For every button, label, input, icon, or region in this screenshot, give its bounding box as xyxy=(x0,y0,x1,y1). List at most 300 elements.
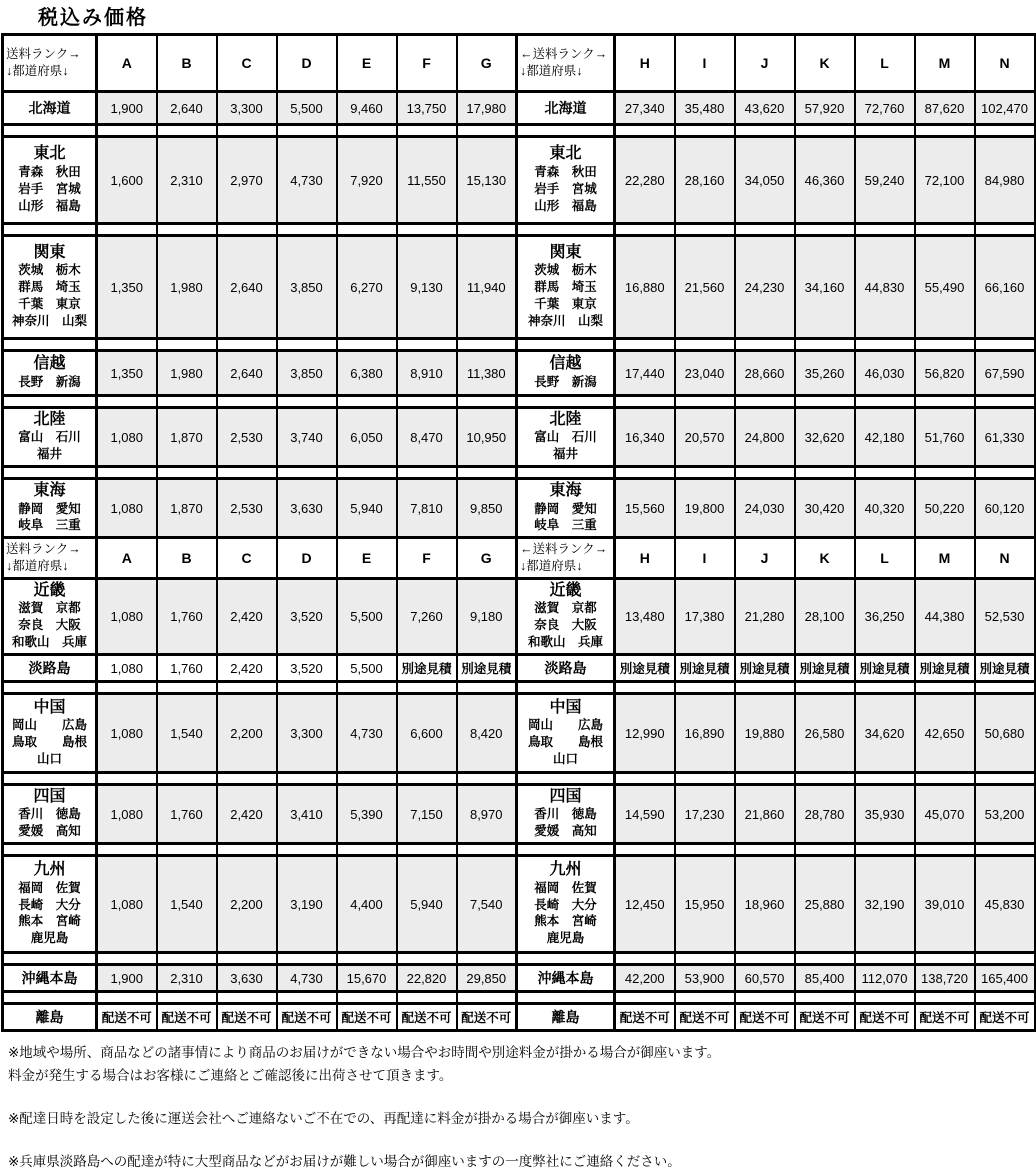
spacer-cell xyxy=(97,339,157,351)
spacer-cell xyxy=(97,953,157,965)
spacer-cell xyxy=(735,953,795,965)
spacer-cell xyxy=(735,125,795,137)
spacer-cell xyxy=(277,992,337,1004)
spacer-cell xyxy=(217,992,277,1004)
spacer-row xyxy=(3,224,1035,236)
spacer-row xyxy=(3,844,1035,856)
price-cell: 17,980 xyxy=(457,92,517,125)
prefecture-line: 静岡 愛知 xyxy=(534,501,597,516)
region-cell xyxy=(517,856,615,953)
spacer-cell xyxy=(277,125,337,137)
spacer-cell xyxy=(457,682,517,694)
spacer-cell xyxy=(337,224,397,236)
price-cell: 52,530 xyxy=(975,579,1035,655)
spacer-cell xyxy=(615,396,675,408)
prefecture-line: 福岡 佐賀 xyxy=(534,880,597,895)
spacer-cell xyxy=(397,396,457,408)
price-cell: 43,620 xyxy=(735,92,795,125)
region-cell xyxy=(517,1004,615,1031)
spacer-cell xyxy=(457,125,517,137)
region-row xyxy=(3,479,1035,538)
price-cell: 1,080 xyxy=(97,694,157,773)
prefecture-line: 福井 xyxy=(552,447,578,462)
prefecture-line: 長野 新潟 xyxy=(534,374,597,389)
region-row xyxy=(3,351,1035,396)
region-cell xyxy=(517,965,615,992)
rank-column-header: G xyxy=(457,538,517,579)
price-cell: 配送不可 xyxy=(735,1004,795,1031)
price-cell: 45,070 xyxy=(915,785,975,844)
spacer-cell xyxy=(975,773,1035,785)
spacer-cell xyxy=(3,224,97,236)
spacer-cell xyxy=(217,125,277,137)
spacer-cell xyxy=(337,773,397,785)
region-cell xyxy=(3,408,97,467)
price-cell: 57,920 xyxy=(795,92,855,125)
price-cell: 2,640 xyxy=(157,92,217,125)
price-cell: 21,280 xyxy=(735,579,795,655)
spacer-cell xyxy=(735,992,795,1004)
prefecture-line: 茨城 栃木 xyxy=(18,263,81,278)
price-cell: 別途見積 xyxy=(615,655,675,682)
rank-column-header: I xyxy=(675,35,735,92)
spacer-cell xyxy=(517,224,615,236)
price-cell: 2,640 xyxy=(217,236,277,339)
spacer-cell xyxy=(217,467,277,479)
region-name: 東北 xyxy=(549,145,582,163)
prefecture-line: 鳥取 島根 xyxy=(11,734,87,749)
price-cell: 34,050 xyxy=(735,137,795,224)
spacer-cell xyxy=(915,125,975,137)
spacer-cell xyxy=(795,396,855,408)
spacer-cell xyxy=(157,339,217,351)
spacer-cell xyxy=(675,224,735,236)
price-cell: 21,560 xyxy=(675,236,735,339)
rank-header-label-cell xyxy=(517,538,615,579)
price-cell: 44,380 xyxy=(915,579,975,655)
price-cell: 8,970 xyxy=(457,785,517,844)
spacer-cell xyxy=(855,992,915,1004)
price-cell: 165,400 xyxy=(975,965,1035,992)
price-cell: 9,130 xyxy=(397,236,457,339)
price-cell: 61,330 xyxy=(975,408,1035,467)
price-cell: 9,460 xyxy=(337,92,397,125)
region-name: 北陸 xyxy=(549,411,582,428)
price-cell: 42,650 xyxy=(915,694,975,773)
price-cell: 1,350 xyxy=(97,351,157,396)
spacer-cell xyxy=(517,339,615,351)
page-title: 税込み価格 xyxy=(38,7,148,29)
price-cell: 84,980 xyxy=(975,137,1035,224)
prefecture-line: 岡山 広島 xyxy=(11,717,87,732)
spacer-cell xyxy=(397,125,457,137)
price-cell: 19,800 xyxy=(675,479,735,538)
price-cell: 3,190 xyxy=(277,856,337,953)
spacer-cell xyxy=(337,953,397,965)
price-cell: 28,100 xyxy=(795,579,855,655)
region-cell xyxy=(3,694,97,773)
spacer-cell xyxy=(97,773,157,785)
region-row xyxy=(3,655,1035,682)
spacer-row xyxy=(3,396,1035,408)
price-cell: 1,760 xyxy=(157,655,217,682)
spacer-cell xyxy=(3,125,97,137)
spacer-cell xyxy=(457,992,517,1004)
rank-column-header: N xyxy=(975,35,1035,92)
spacer-cell xyxy=(915,953,975,965)
spacer-cell xyxy=(397,224,457,236)
region-cell xyxy=(3,351,97,396)
spacer-cell xyxy=(975,339,1035,351)
spacer-cell xyxy=(735,844,795,856)
spacer-cell xyxy=(915,396,975,408)
region-name: 四国 xyxy=(549,788,582,806)
price-cell: 配送不可 xyxy=(337,1004,397,1031)
spacer-cell xyxy=(457,224,517,236)
price-cell: 138,720 xyxy=(915,965,975,992)
spacer-cell xyxy=(517,844,615,856)
spacer-cell xyxy=(975,953,1035,965)
region-name: 中国 xyxy=(549,698,582,716)
price-cell: 27,340 xyxy=(615,92,675,125)
spacer-cell xyxy=(397,773,457,785)
prefecture-line: 静岡 愛知 xyxy=(18,501,81,516)
price-cell: 1,900 xyxy=(97,92,157,125)
rank-column-header: C xyxy=(217,538,277,579)
price-cell: 35,930 xyxy=(855,785,915,844)
rank-column-header: L xyxy=(855,538,915,579)
prefecture-line: 神奈川 山梨 xyxy=(527,314,603,329)
spacer-cell xyxy=(975,224,1035,236)
price-cell: 25,880 xyxy=(795,856,855,953)
region-cell xyxy=(517,655,615,682)
prefecture-line: 鹿児島 xyxy=(546,931,585,946)
spacer-cell xyxy=(157,224,217,236)
region-name: 淡路島 xyxy=(544,660,587,676)
spacer-cell xyxy=(397,992,457,1004)
spacer-cell xyxy=(795,339,855,351)
price-cell: 2,420 xyxy=(217,655,277,682)
spacer-cell xyxy=(975,682,1035,694)
spacer-row xyxy=(3,992,1035,1004)
price-cell: 1,900 xyxy=(97,965,157,992)
prefecture-line: 福井 xyxy=(36,447,62,462)
price-cell: 配送不可 xyxy=(795,1004,855,1031)
region-name: 沖縄本島 xyxy=(21,970,78,987)
note-delivery-restrictions: ※地域や場所、商品などの諸事情により商品のお届けができない場合やお時間や別途料金が掛かる場合が御座います。 xyxy=(8,1045,721,1061)
price-cell: 5,500 xyxy=(277,92,337,125)
rank-column-header: M xyxy=(915,538,975,579)
spacer-cell xyxy=(277,682,337,694)
prefecture-line: 岐阜 三重 xyxy=(18,518,81,533)
price-cell: 39,010 xyxy=(915,856,975,953)
price-cell: 60,570 xyxy=(735,965,795,992)
rank-header-row xyxy=(3,538,1035,579)
price-cell: 1,080 xyxy=(97,785,157,844)
price-cell: 19,880 xyxy=(735,694,795,773)
rank-column-header: G xyxy=(457,35,517,92)
region-cell xyxy=(3,236,97,339)
region-cell xyxy=(3,479,97,538)
prefecture-direction-label: ↓都道府県↓ xyxy=(520,64,583,78)
spacer-cell xyxy=(277,773,337,785)
price-cell: 24,800 xyxy=(735,408,795,467)
rank-column-header: L xyxy=(855,35,915,92)
prefecture-direction-label: ↓都道府県↓ xyxy=(520,559,583,574)
price-cell: 配送不可 xyxy=(397,1004,457,1031)
spacer-cell xyxy=(457,844,517,856)
prefecture-line: 長崎 大分 xyxy=(18,897,81,912)
price-cell: 67,590 xyxy=(975,351,1035,396)
spacer-cell xyxy=(675,682,735,694)
spacer-row xyxy=(3,773,1035,785)
prefecture-line: 滋賀 京都 xyxy=(18,601,81,616)
price-cell: 46,360 xyxy=(795,137,855,224)
spacer-cell xyxy=(855,125,915,137)
rank-column-header: A xyxy=(97,35,157,92)
region-row xyxy=(3,137,1035,224)
spacer-cell xyxy=(457,773,517,785)
price-cell: 53,900 xyxy=(675,965,735,992)
spacer-cell xyxy=(397,467,457,479)
spacer-cell xyxy=(3,467,97,479)
spacer-cell xyxy=(277,224,337,236)
spacer-cell xyxy=(397,844,457,856)
prefecture-line: 長崎 大分 xyxy=(534,897,597,912)
spacer-cell xyxy=(3,339,97,351)
price-cell: 21,860 xyxy=(735,785,795,844)
spacer-cell xyxy=(735,773,795,785)
price-cell: 別途見積 xyxy=(975,655,1035,682)
price-cell: 13,480 xyxy=(615,579,675,655)
region-cell xyxy=(517,137,615,224)
price-cell: 1,080 xyxy=(97,655,157,682)
price-cell: 102,470 xyxy=(975,92,1035,125)
region-cell xyxy=(517,236,615,339)
price-cell: 1,600 xyxy=(97,137,157,224)
price-cell: 16,340 xyxy=(615,408,675,467)
price-cell: 別途見積 xyxy=(675,655,735,682)
price-cell: 34,160 xyxy=(795,236,855,339)
price-cell: 55,490 xyxy=(915,236,975,339)
price-cell: 2,310 xyxy=(157,965,217,992)
prefecture-line: 千葉 東京 xyxy=(18,297,81,312)
spacer-cell xyxy=(675,992,735,1004)
spacer-row xyxy=(3,467,1035,479)
region-name: 離島 xyxy=(551,1009,580,1026)
spacer-cell xyxy=(855,682,915,694)
price-cell: 配送不可 xyxy=(217,1004,277,1031)
spacer-cell xyxy=(675,773,735,785)
spacer-cell xyxy=(217,224,277,236)
spacer-cell xyxy=(615,339,675,351)
price-cell: 85,400 xyxy=(795,965,855,992)
spacer-cell xyxy=(337,467,397,479)
price-cell: 1,760 xyxy=(157,579,217,655)
price-cell: 16,890 xyxy=(675,694,735,773)
spacer-cell xyxy=(517,773,615,785)
prefecture-direction-label: ↓都道府県↓ xyxy=(6,559,69,574)
spacer-cell xyxy=(975,992,1035,1004)
prefecture-line: 岩手 宮城 xyxy=(18,181,81,196)
rank-column-header: K xyxy=(795,538,855,579)
spacer-cell xyxy=(915,224,975,236)
price-cell: 配送不可 xyxy=(975,1004,1035,1031)
price-cell: 28,660 xyxy=(735,351,795,396)
rank-column-header: E xyxy=(337,538,397,579)
region-name: 淡路島 xyxy=(28,660,71,676)
spacer-cell xyxy=(915,682,975,694)
spacer-cell xyxy=(795,844,855,856)
price-cell: 配送不可 xyxy=(615,1004,675,1031)
price-cell: 29,850 xyxy=(457,965,517,992)
region-name: 九州 xyxy=(549,861,582,879)
prefecture-line: 鳥取 島根 xyxy=(527,734,603,749)
spacer-cell xyxy=(517,992,615,1004)
region-cell xyxy=(517,408,615,467)
spacer-cell xyxy=(675,396,735,408)
price-cell: 2,420 xyxy=(217,785,277,844)
prefecture-line: 群馬 埼玉 xyxy=(534,280,597,295)
region-name: 東北 xyxy=(33,145,66,163)
spacer-cell xyxy=(795,224,855,236)
price-cell: 40,320 xyxy=(855,479,915,538)
spacer-cell xyxy=(3,844,97,856)
price-cell: 3,630 xyxy=(217,965,277,992)
price-cell: 17,380 xyxy=(675,579,735,655)
price-cell: 別途見積 xyxy=(795,655,855,682)
prefecture-line: 山形 福島 xyxy=(18,198,81,213)
spacer-cell xyxy=(337,844,397,856)
price-cell: 5,390 xyxy=(337,785,397,844)
price-cell: 5,500 xyxy=(337,655,397,682)
spacer-cell xyxy=(3,953,97,965)
spacer-cell xyxy=(915,844,975,856)
spacer-cell xyxy=(157,396,217,408)
prefecture-line: 鹿児島 xyxy=(30,931,69,946)
prefecture-line: 岐阜 三重 xyxy=(534,518,597,533)
price-cell: 35,480 xyxy=(675,92,735,125)
price-cell: 6,270 xyxy=(337,236,397,339)
spacer-cell xyxy=(97,992,157,1004)
region-cell xyxy=(517,351,615,396)
price-cell: 11,380 xyxy=(457,351,517,396)
price-cell: 1,080 xyxy=(97,408,157,467)
price-cell: 4,730 xyxy=(277,965,337,992)
spacer-cell xyxy=(915,467,975,479)
rank-column-header: J xyxy=(735,35,795,92)
price-cell: 3,740 xyxy=(277,408,337,467)
prefecture-line: 山形 福島 xyxy=(534,198,597,213)
price-cell: 15,560 xyxy=(615,479,675,538)
spacer-row xyxy=(3,682,1035,694)
spacer-cell xyxy=(157,953,217,965)
prefecture-line: 和歌山 兵庫 xyxy=(527,635,603,650)
region-name: 信越 xyxy=(549,355,582,373)
region-name: 近畿 xyxy=(33,582,66,600)
price-cell: 8,910 xyxy=(397,351,457,396)
price-cell: 18,960 xyxy=(735,856,795,953)
region-name: 北海道 xyxy=(544,99,587,116)
spacer-cell xyxy=(855,844,915,856)
price-cell: 6,050 xyxy=(337,408,397,467)
price-cell: 22,820 xyxy=(397,965,457,992)
region-row xyxy=(3,579,1035,655)
spacer-cell xyxy=(97,682,157,694)
price-cell: 1,760 xyxy=(157,785,217,844)
price-cell: 60,120 xyxy=(975,479,1035,538)
spacer-cell xyxy=(217,953,277,965)
spacer-cell xyxy=(397,953,457,965)
price-cell: 35,260 xyxy=(795,351,855,396)
price-cell: 72,100 xyxy=(915,137,975,224)
prefecture-line: 愛媛 高知 xyxy=(18,824,81,839)
spacer-cell xyxy=(3,396,97,408)
region-name: 東海 xyxy=(33,482,66,500)
spacer-cell xyxy=(855,953,915,965)
price-cell: 1,540 xyxy=(157,856,217,953)
price-cell: 2,310 xyxy=(157,137,217,224)
price-cell: 30,420 xyxy=(795,479,855,538)
price-cell: 別途見積 xyxy=(397,655,457,682)
footer-notes xyxy=(8,1044,1036,1172)
price-cell: 45,830 xyxy=(975,856,1035,953)
prefecture-line: 和歌山 兵庫 xyxy=(11,635,87,650)
price-table-body xyxy=(3,35,1035,1031)
region-name: 信越 xyxy=(33,355,66,373)
price-cell: 3,850 xyxy=(277,236,337,339)
prefecture-line: 群馬 埼玉 xyxy=(18,280,81,295)
price-cell: 20,570 xyxy=(675,408,735,467)
price-cell: 6,380 xyxy=(337,351,397,396)
spacer-cell xyxy=(397,682,457,694)
price-cell: 32,190 xyxy=(855,856,915,953)
rank-column-header: H xyxy=(615,538,675,579)
spacer-cell xyxy=(337,992,397,1004)
prefecture-line: 千葉 東京 xyxy=(534,297,597,312)
rank-column-header: N xyxy=(975,538,1035,579)
region-row xyxy=(3,785,1035,844)
spacer-cell xyxy=(615,224,675,236)
spacer-cell xyxy=(675,467,735,479)
price-cell: 配送不可 xyxy=(157,1004,217,1031)
spacer-cell xyxy=(457,467,517,479)
rank-column-header: E xyxy=(337,35,397,92)
price-cell: 5,940 xyxy=(337,479,397,538)
price-cell: 1,870 xyxy=(157,479,217,538)
spacer-cell xyxy=(675,125,735,137)
price-cell: 1,540 xyxy=(157,694,217,773)
prefecture-line: 岡山 広島 xyxy=(527,717,603,732)
price-cell: 22,280 xyxy=(615,137,675,224)
prefecture-line: 香川 徳島 xyxy=(534,807,597,822)
prefecture-line: 岩手 宮城 xyxy=(534,181,597,196)
region-row xyxy=(3,694,1035,773)
region-row xyxy=(3,92,1035,125)
price-cell: 配送不可 xyxy=(915,1004,975,1031)
region-row xyxy=(3,408,1035,467)
price-cell: 1,870 xyxy=(157,408,217,467)
rank-header-row xyxy=(3,35,1035,92)
price-cell: 4,730 xyxy=(277,137,337,224)
spacer-cell xyxy=(735,339,795,351)
price-cell: 3,300 xyxy=(217,92,277,125)
spacer-cell xyxy=(97,467,157,479)
prefecture-line: 香川 徳島 xyxy=(18,807,81,822)
note-extra-fee-contact: 料金が発生する場合はお客様にご連絡とご確認後に出荷させて頂きます。 xyxy=(8,1068,453,1084)
price-cell: 別途見積 xyxy=(457,655,517,682)
spacer-cell xyxy=(157,467,217,479)
